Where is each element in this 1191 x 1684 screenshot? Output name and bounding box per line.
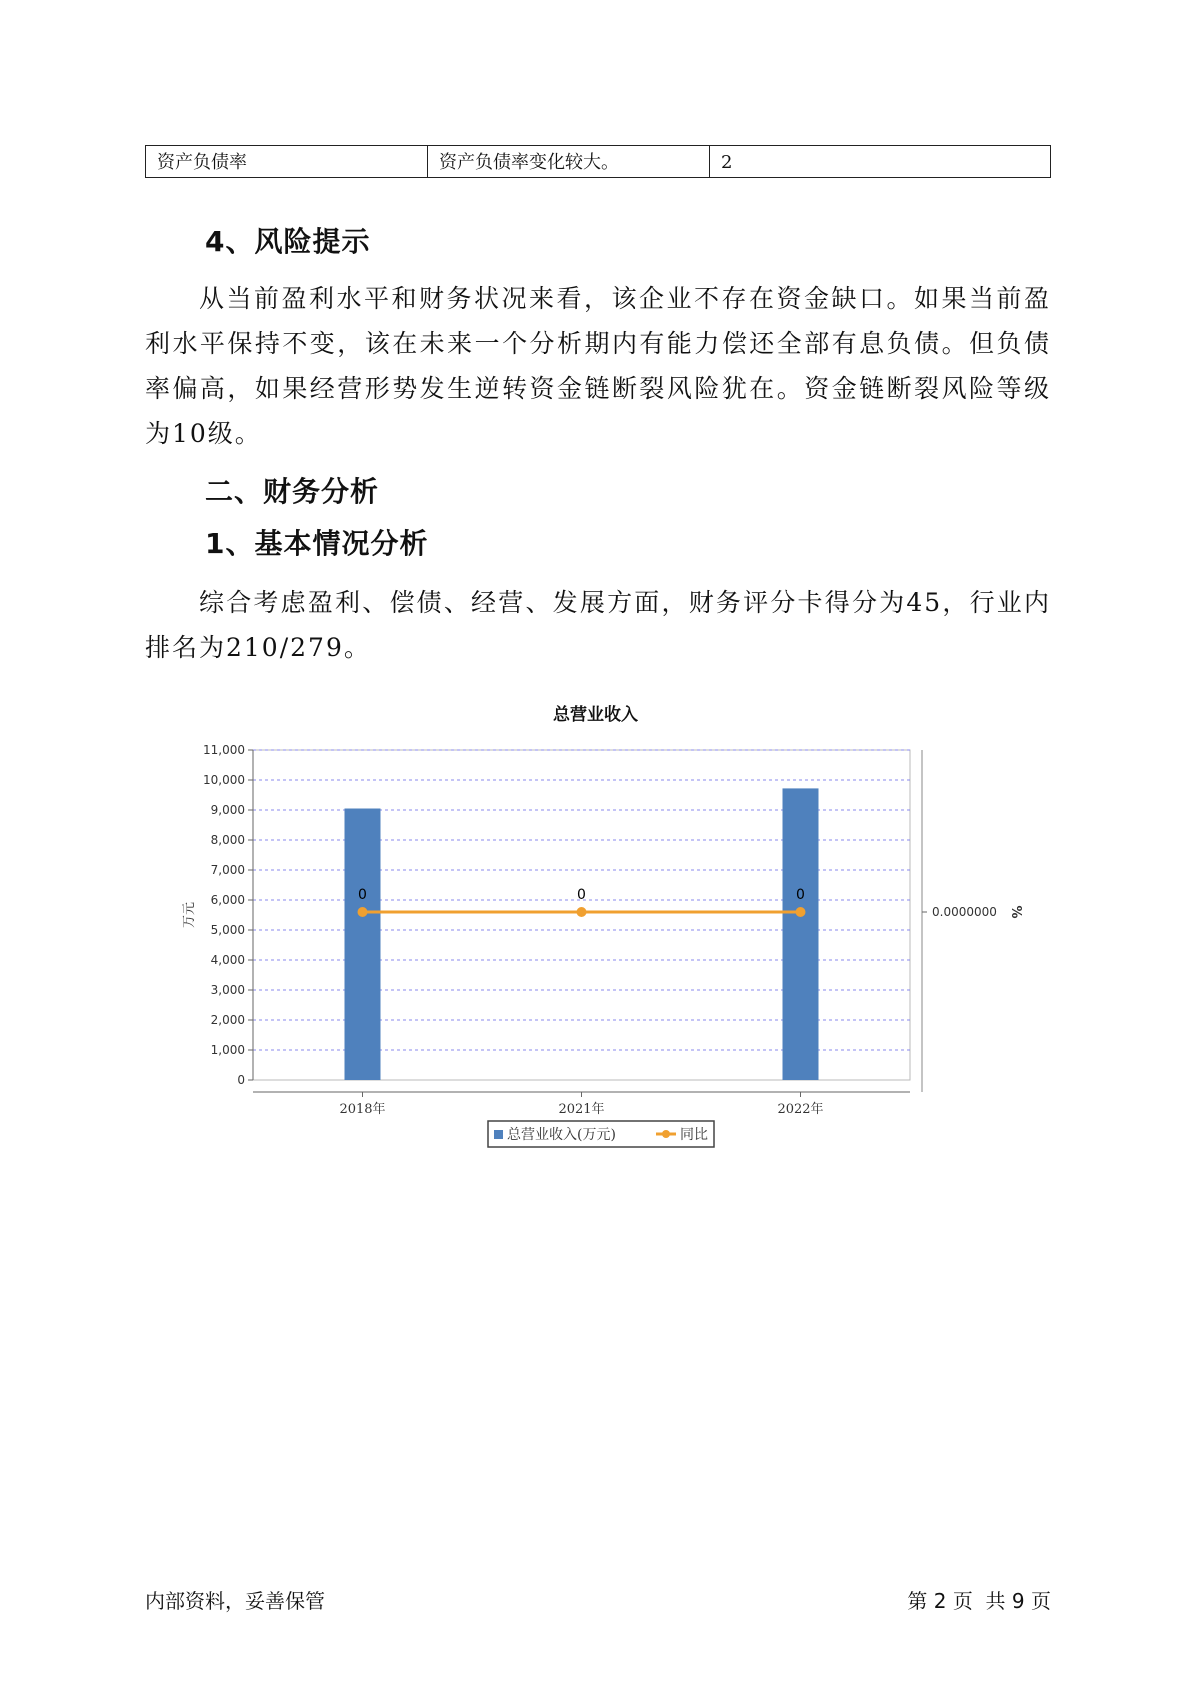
table-cell-desc: 资产负债率变化较大。 [428,146,710,178]
legend-swatch-bar [494,1130,503,1139]
y-tick-label: 3,000 [210,983,245,997]
table-cell-item: 资产负债率 [146,146,428,178]
y-axis-label: 万元 [182,901,197,929]
y2-tick-label: 0.0000000 [932,905,997,919]
basic-paragraph: 综合考虑盈利、偿债、经营、发展方面，财务评分卡得分为45，行业内排名为210/279。 [145,588,1051,662]
y-tick-label: 1,000 [210,1043,245,1057]
line-point [796,907,806,917]
y-tick-label: 11,000 [203,743,245,757]
footer-left: 内部资料，妥善保管 [145,1589,325,1613]
y-tick-label: 4,000 [210,953,245,967]
bar [345,809,381,1081]
line-point [577,907,587,917]
risk-heading: 4、风险提示 [205,225,371,258]
x-tick-label: 2021年 [558,1102,605,1117]
x-tick-label: 2018年 [339,1102,386,1117]
legend-swatch-point [662,1130,670,1138]
data-label: 0 [358,887,367,903]
line-point [358,907,368,917]
x-tick-label: 2022年 [777,1102,824,1117]
y-tick-label: 9,000 [210,803,245,817]
basic-heading: 1、基本情况分析 [205,527,429,560]
legend-label-line: 同比 [680,1127,708,1143]
table-cell-value: 2 [710,146,1051,178]
data-label: 0 [796,887,805,903]
legend-label-bar: 总营业收入(万元) [507,1127,616,1143]
y-tick-label: 2,000 [210,1013,245,1027]
y-tick-label: 0 [237,1073,245,1087]
data-label: 0 [577,887,586,903]
footer-page-number: 第 2 页 共 9 页 [907,1589,1051,1613]
bar [783,788,819,1080]
y-tick-label: 5,000 [210,923,245,937]
y-tick-label: 7,000 [210,863,245,877]
y-tick-label: 10,000 [203,773,245,787]
chart-title: 总营业收入 [553,705,638,725]
risk-paragraph: 从当前盈利水平和财务状况来看，该企业不存在资金缺口。如果当前盈利水平保持不变，该在未来一个分析期内有能力偿还全部有息负债。但负债率偏高，如果经营形势发生逆转资金链断裂风险犹在。资金链断裂风险等级为10级。 [145,284,1051,448]
y-tick-label: 6,000 [210,893,245,907]
finance-heading: 二、财务分析 [205,475,380,508]
y-tick-label: 8,000 [210,833,245,847]
y2-axis-label: % [1008,905,1023,919]
